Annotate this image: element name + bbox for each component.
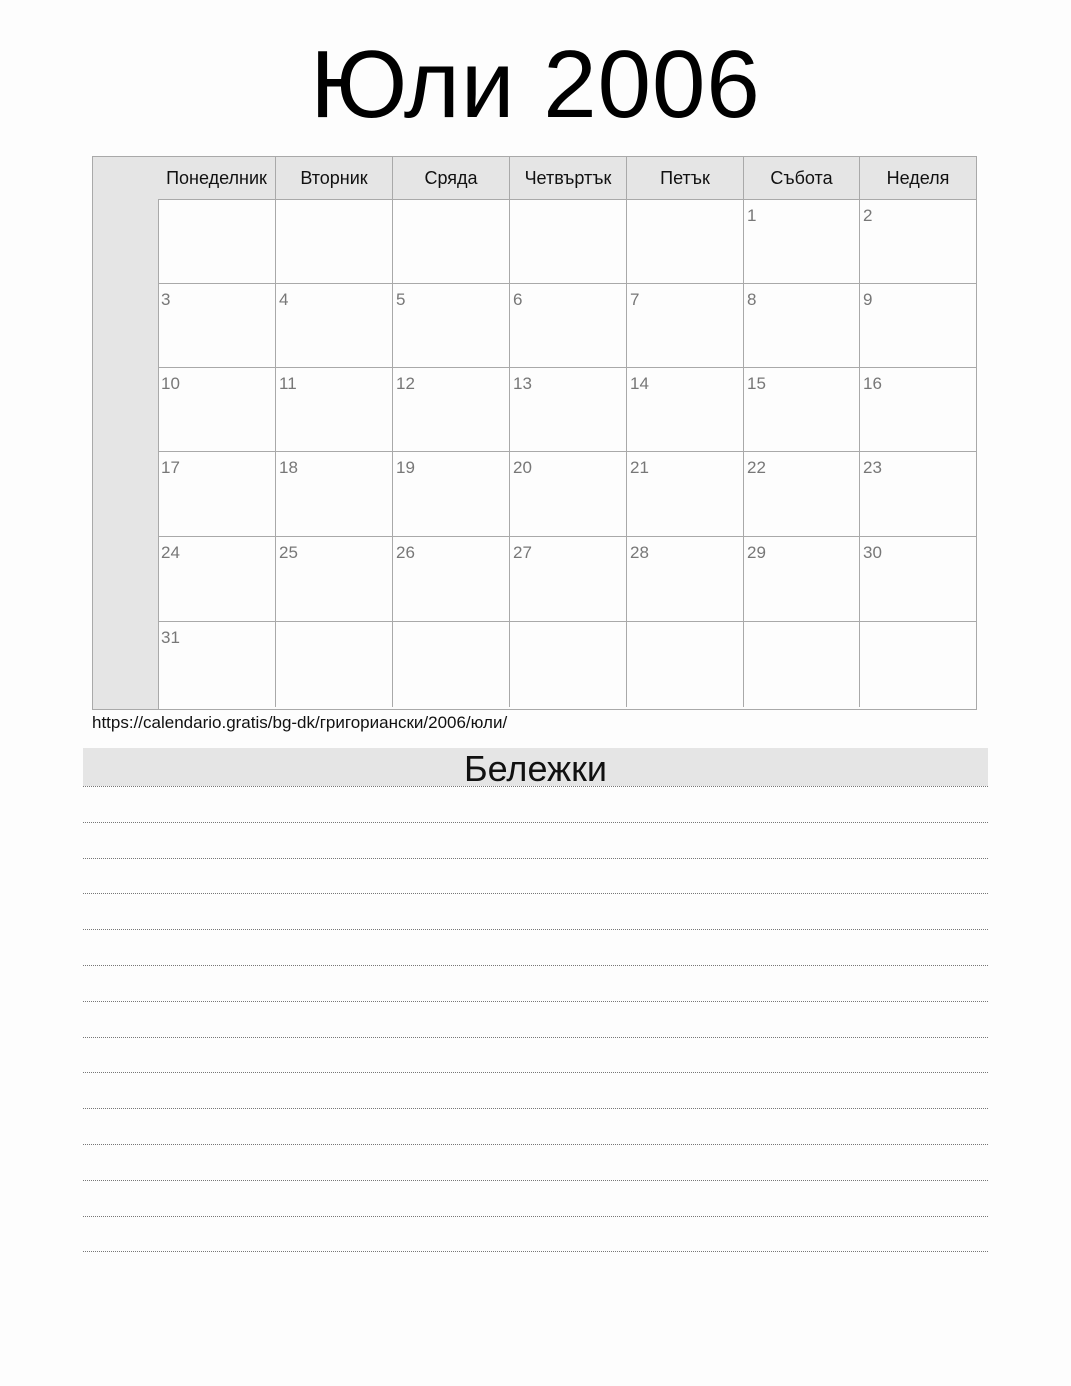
empty-day-cell bbox=[392, 622, 509, 707]
day-number: 18 bbox=[279, 458, 298, 477]
empty-day-cell bbox=[509, 200, 626, 284]
note-line bbox=[83, 1108, 988, 1109]
day-number: 6 bbox=[513, 290, 523, 309]
source-url: https://calendario.gratis/bg-dk/григориански/2006/юли/ bbox=[92, 713, 508, 732]
day-number: 12 bbox=[396, 374, 415, 393]
day-number: 13 bbox=[513, 374, 532, 393]
note-line bbox=[83, 893, 988, 894]
empty-day-cell bbox=[626, 622, 743, 707]
note-line bbox=[83, 1072, 988, 1073]
day-number: 29 bbox=[747, 543, 766, 562]
weekday-header: Петък bbox=[626, 157, 743, 200]
day-cell bbox=[626, 284, 743, 368]
note-line bbox=[83, 965, 988, 966]
day-cell bbox=[509, 452, 626, 537]
day-cell bbox=[859, 452, 976, 537]
empty-day-cell bbox=[158, 200, 275, 284]
day-cell bbox=[859, 368, 976, 452]
day-number: 5 bbox=[396, 290, 406, 309]
day-cell bbox=[743, 537, 859, 622]
day-cell bbox=[859, 284, 976, 368]
note-line bbox=[83, 929, 988, 930]
day-number: 31 bbox=[161, 628, 180, 647]
day-cell bbox=[158, 622, 275, 707]
empty-day-cell bbox=[392, 200, 509, 284]
day-cell bbox=[392, 452, 509, 537]
day-number: 20 bbox=[513, 458, 532, 477]
day-number: 11 bbox=[279, 374, 297, 393]
day-number: 2 bbox=[863, 206, 873, 225]
day-number: 28 bbox=[630, 543, 649, 562]
day-number: 14 bbox=[630, 374, 649, 393]
note-line bbox=[83, 1001, 988, 1002]
day-number: 30 bbox=[863, 543, 882, 562]
note-line bbox=[83, 786, 988, 787]
empty-day-cell bbox=[509, 622, 626, 707]
day-cell bbox=[158, 452, 275, 537]
day-number: 17 bbox=[161, 458, 180, 477]
weekday-header: Събота bbox=[743, 157, 859, 200]
weekday-header: Четвъртък bbox=[509, 157, 626, 200]
day-number: 23 bbox=[863, 458, 882, 477]
day-cell bbox=[275, 368, 392, 452]
day-number: 21 bbox=[630, 458, 649, 477]
day-number: 10 bbox=[161, 374, 180, 393]
day-cell bbox=[158, 284, 275, 368]
day-number: 19 bbox=[396, 458, 415, 477]
day-cell bbox=[626, 368, 743, 452]
weekday-header: Сряда bbox=[392, 157, 509, 200]
weekday-header: Понеделник bbox=[158, 157, 275, 200]
empty-day-cell bbox=[743, 622, 859, 707]
note-line bbox=[83, 1251, 988, 1252]
empty-day-cell bbox=[626, 200, 743, 284]
day-number: 8 bbox=[747, 290, 757, 309]
day-cell bbox=[626, 537, 743, 622]
day-cell bbox=[392, 537, 509, 622]
day-number: 4 bbox=[279, 290, 289, 309]
note-line bbox=[83, 1216, 988, 1217]
day-cell bbox=[743, 452, 859, 537]
day-number: 3 bbox=[161, 290, 171, 309]
day-number: 7 bbox=[630, 290, 640, 309]
day-number: 9 bbox=[863, 290, 873, 309]
day-number: 1 bbox=[747, 206, 757, 225]
day-cell bbox=[859, 200, 976, 284]
day-cell bbox=[275, 284, 392, 368]
day-cell bbox=[743, 284, 859, 368]
note-line bbox=[83, 1037, 988, 1038]
note-line bbox=[83, 858, 988, 859]
day-number: 22 bbox=[747, 458, 766, 477]
calendar-title: Юли 2006 bbox=[310, 31, 761, 138]
day-number: 25 bbox=[279, 543, 298, 562]
day-cell bbox=[392, 284, 509, 368]
calendar-grid bbox=[158, 157, 976, 709]
day-number: 24 bbox=[161, 543, 180, 562]
day-cell bbox=[275, 537, 392, 622]
day-cell bbox=[158, 537, 275, 622]
day-number: 27 bbox=[513, 543, 532, 562]
day-cell bbox=[275, 452, 392, 537]
day-cell bbox=[743, 368, 859, 452]
day-number: 26 bbox=[396, 543, 415, 562]
day-number: 16 bbox=[863, 374, 882, 393]
empty-day-cell bbox=[275, 622, 392, 707]
note-line bbox=[83, 822, 988, 823]
calendar-table bbox=[92, 156, 977, 710]
day-cell bbox=[626, 452, 743, 537]
day-number: 15 bbox=[747, 374, 766, 393]
note-line bbox=[83, 1144, 988, 1145]
day-cell bbox=[509, 368, 626, 452]
day-cell bbox=[509, 284, 626, 368]
empty-day-cell bbox=[859, 622, 976, 707]
day-cell bbox=[509, 537, 626, 622]
note-line bbox=[83, 1180, 988, 1181]
day-cell bbox=[392, 368, 509, 452]
day-cell bbox=[743, 200, 859, 284]
day-cell bbox=[859, 537, 976, 622]
day-cell bbox=[158, 368, 275, 452]
empty-day-cell bbox=[275, 200, 392, 284]
notes-heading: Бележки bbox=[83, 748, 988, 786]
week-number-column bbox=[93, 157, 159, 709]
weekday-header: Вторник bbox=[275, 157, 392, 200]
weekday-header: Неделя bbox=[859, 157, 976, 200]
